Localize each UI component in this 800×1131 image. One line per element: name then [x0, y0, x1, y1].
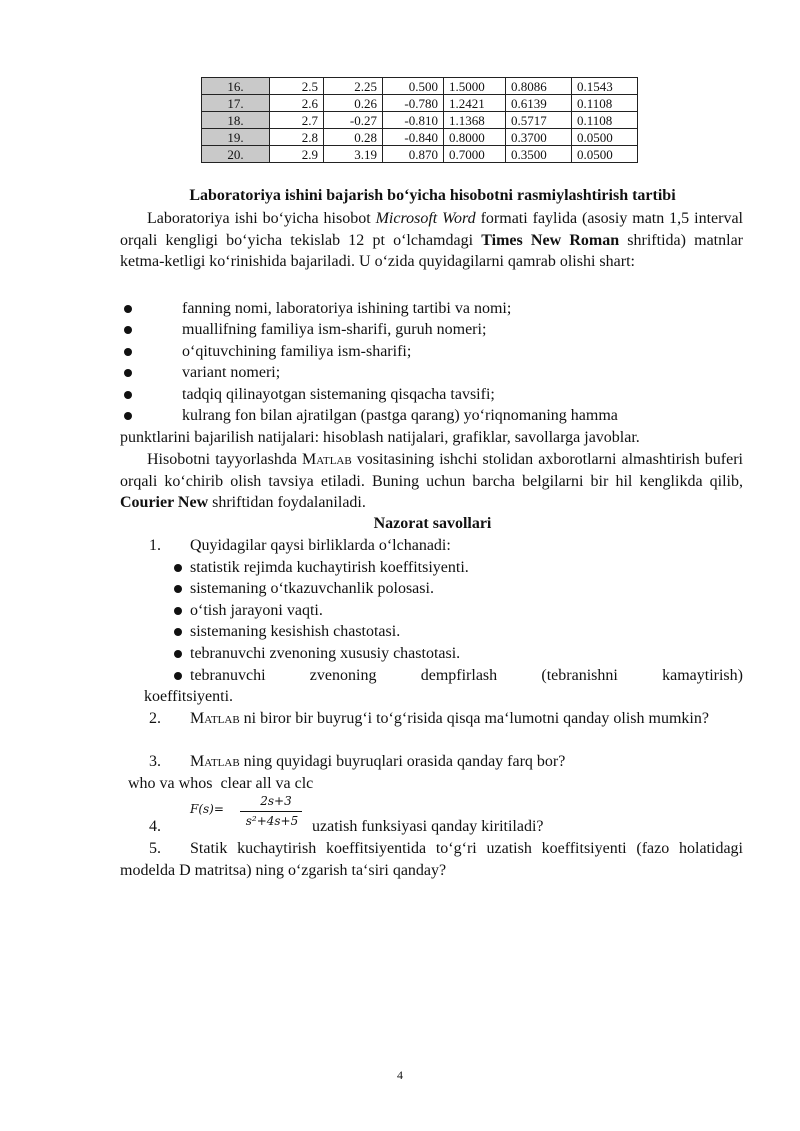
bullet-icon: [174, 585, 182, 593]
formula-numerator: 2s+3: [260, 794, 292, 808]
p1-text-b: formati faylida (asosiy matn 1,5 interval orqali kengligi bo‘yicha tekislab 12 pt o‘lchamdagi: [120, 210, 743, 249]
report-heading: Laboratoriya ishini bajarish bo‘yicha hisobotni rasmiylashtirish tartibi: [189, 187, 676, 204]
list-item: [174, 621, 401, 643]
table-cell: 2.9: [270, 146, 324, 163]
p2-text-b: vositasining ishchi stolidan axborotlarni almashtirish buferi orqali ko‘chirib olish tavsiya etiladi. Buning uchun barcha belgilarni bir hil kenglikda qilib,: [120, 451, 743, 490]
list-item-text: tadqiq qilinayotgan sistemaning qisqacha tavsifi;: [182, 386, 495, 403]
bullet-icon: [124, 391, 132, 399]
table-row: [202, 129, 638, 146]
table-cell: 2.8: [270, 129, 324, 146]
table-cell: 0.870: [383, 146, 444, 163]
list-item-text: variant nomeri;: [182, 364, 281, 381]
list-item: [174, 665, 743, 687]
list-item-text: fanning nomi, laboratoriya ishining tartibi va nomi;: [182, 300, 512, 317]
results-table: [201, 77, 638, 163]
question-number: 4.: [149, 818, 161, 835]
bullet-icon: [174, 564, 182, 572]
question-text: [190, 751, 565, 773]
report-paragraph-2: [120, 449, 743, 514]
table-cell: 0.500: [383, 78, 444, 95]
bullet-icon: [174, 607, 182, 615]
table-cell: 0.3500: [506, 146, 572, 163]
question-text: uzatish funksiyasi qanday kiritiladi?: [312, 818, 544, 835]
list-item-text: o‘qituvchining familiya ism-sharifi;: [182, 343, 412, 360]
p2-text-c: shriftidan foydalaniladi.: [208, 494, 366, 512]
list-item-text: sistemaning kesishish chastotasi.: [190, 623, 401, 640]
table-cell: 0.0500: [572, 146, 638, 163]
bullet-icon: [124, 412, 132, 420]
word: kamaytirish): [662, 667, 743, 684]
question-number: 5.: [149, 840, 161, 857]
table-cell: 0.1108: [572, 112, 638, 129]
matlab-name: Matlab: [190, 753, 240, 770]
question-text: [120, 708, 743, 730]
table-row: [202, 112, 638, 129]
table-cell: 0.1108: [572, 95, 638, 112]
matlab-name: Matlab: [190, 710, 240, 727]
list-item: [124, 319, 487, 341]
page-number: 4: [397, 1068, 403, 1082]
bullet-icon: [124, 326, 132, 334]
list-item: [174, 600, 323, 622]
questions-heading: Nazorat savollari: [373, 515, 492, 532]
list-item: [124, 405, 618, 427]
table-cell: 2.25: [324, 78, 383, 95]
question-text-rest: ning quyidagi buyruqlari orasida qanday farq bor?: [239, 753, 566, 770]
list-item-text: o‘tish jarayoni vaqti.: [190, 602, 323, 619]
list-item: [124, 298, 512, 320]
list-item: [174, 643, 461, 665]
list-item-continuation: koeffitsiyenti.: [144, 688, 234, 705]
table-cell: 0.26: [324, 95, 383, 112]
table-cell: 0.3700: [506, 129, 572, 146]
p2-text-a: Hisobotni tayyorlashda: [147, 451, 303, 468]
table-row: [202, 95, 638, 112]
table-cell: 1.2421: [444, 95, 506, 112]
question-text-rest: ni biror bir buyrug‘i to‘g‘risida qisqa ma‘lumotni qanday olish mumkin?: [239, 710, 709, 727]
command-examples: who va whos clear all va clc: [128, 775, 314, 792]
table-cell: -0.840: [383, 129, 444, 146]
bullet-icon: [174, 650, 182, 658]
list-item-text: tebranuvchi zvenoning xususiy chastotasi.: [190, 645, 461, 662]
word: zvenoning: [309, 667, 377, 684]
table-cell: 1.5000: [444, 78, 506, 95]
table-cell: 1.1368: [444, 112, 506, 129]
word: dempfirlash: [420, 667, 498, 684]
question-number: 2.: [149, 710, 161, 727]
table-cell: -0.27: [324, 112, 383, 129]
bullet-icon: [124, 369, 132, 377]
question-text: Quyidagilar qaysi birliklarda o‘lchanadi:: [190, 537, 451, 554]
table-cell: 0.1543: [572, 78, 638, 95]
formula-lhs: F(s)=: [190, 802, 224, 816]
list-item: [124, 341, 412, 363]
p1-text-c: shriftida) matnlar ketma-ketligi ko‘rinishida bajariladi. U o‘zida quyidagilarni qamrab olishi shart:: [120, 231, 744, 271]
row-number-cell: 16.: [202, 78, 270, 95]
bullet-icon: [124, 305, 132, 313]
list-item-text: muallifning familiya ism-sharifi, guruh nomeri;: [182, 321, 487, 338]
p2-font-name: Courier New: [120, 494, 209, 512]
report-paragraph-1: [120, 208, 743, 273]
row-number-cell: 19.: [202, 129, 270, 146]
word: tebranuvchi: [190, 667, 266, 684]
table-cell: 0.8086: [506, 78, 572, 95]
list-item-text: sistemaning o‘tkazuvchanlik polosasi.: [190, 580, 434, 597]
bullet-icon: [124, 348, 132, 356]
question-text: Statik kuchaytirish koeffitsiyentida to‘g‘ri uzatish koeffitsiyenti (fazo holatidagi modelda D matritsa) ning o‘zgarish ta‘siri qanday?: [120, 840, 743, 879]
table-cell: 3.19: [324, 146, 383, 163]
list-item-text: statistik rejimda kuchaytirish koeffitsiyenti.: [190, 559, 469, 576]
table-cell: 0.5717: [506, 112, 572, 129]
row-number-cell: 20.: [202, 146, 270, 163]
question-number: 3.: [149, 753, 161, 770]
table-row: [202, 146, 638, 163]
row-number-cell: 18.: [202, 112, 270, 129]
table-cell: 0.8000: [444, 129, 506, 146]
table-cell: 2.6: [270, 95, 324, 112]
table-cell: 0.0500: [572, 129, 638, 146]
table-cell: 0.7000: [444, 146, 506, 163]
bullet-icon: [174, 628, 182, 636]
table-cell: 2.7: [270, 112, 324, 129]
row-number-cell: 17.: [202, 95, 270, 112]
p1-software-name: Microsoft Word: [375, 210, 476, 227]
table-cell: -0.810: [383, 112, 444, 129]
table-cell: 0.28: [324, 129, 383, 146]
list-item: [124, 384, 495, 406]
list-item: [124, 362, 281, 384]
list-item: [174, 578, 434, 600]
table-cell: 0.6139: [506, 95, 572, 112]
bullet-icon: [174, 672, 182, 680]
p2-matlab-name: Matlab: [302, 451, 352, 468]
formula-denominator: s²+4s+5: [245, 814, 299, 828]
results-table-body: [202, 78, 638, 163]
table-row: [202, 78, 638, 95]
question-number: 1.: [149, 537, 161, 554]
p1-text-a: Laboratoriya ishi bo‘yicha hisobot: [147, 210, 376, 227]
list-item-text: [190, 665, 743, 687]
list-item-text: kulrang fon bilan ajratilgan (pastga qarang) yo‘riqnomaning hamma: [182, 407, 618, 424]
table-cell: 2.5: [270, 78, 324, 95]
fraction-bar: [240, 811, 302, 812]
p1-font-name: Times New Roman: [481, 231, 620, 249]
table-cell: -0.780: [383, 95, 444, 112]
list-item-continuation: punktlarini bajarilish natijalari: hisoblash natijalari, grafiklar, savollarga javoblar.: [120, 429, 640, 446]
list-item: [174, 557, 469, 579]
word: (tebranishni: [541, 667, 618, 684]
